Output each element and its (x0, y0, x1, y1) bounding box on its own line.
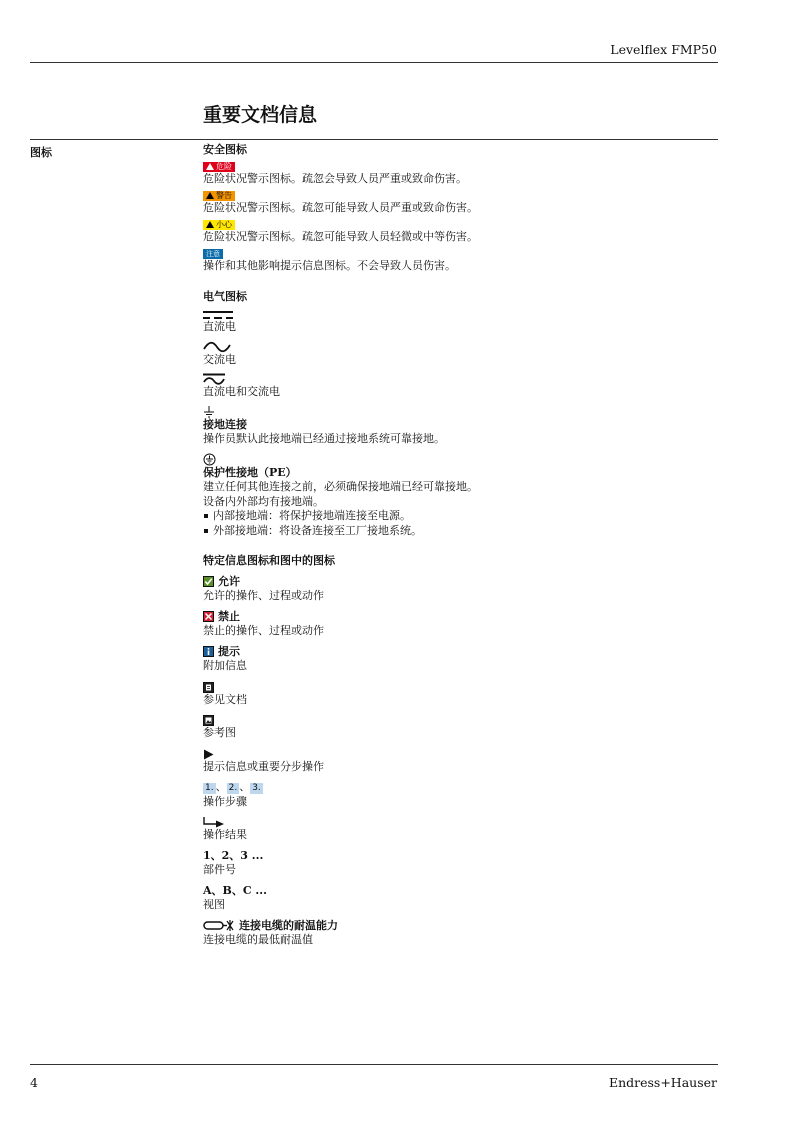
cable-title: 连接电缆的耐温能力 (239, 918, 338, 932)
notice-signal-icon: 注意 (203, 249, 223, 259)
danger-text: 危险状况警示图标。疏忽会导致人员严重或致命伤害。 (203, 172, 467, 185)
play-arrow-icon (203, 749, 214, 760)
views: A、B、C ... (203, 883, 267, 897)
figure-reference-icon (203, 715, 214, 726)
protective-earth-icon (203, 453, 216, 466)
ground-text: 操作员默认此接地端已经通过接地系统可靠接地。 (203, 432, 445, 445)
safety-notice (203, 245, 703, 274)
steps-row (203, 780, 703, 795)
cable-text: 连接电缆的最低耐温值 (203, 933, 313, 946)
notice-step-text: 提示信息或重要分步操作 (203, 759, 324, 773)
safety-heading: 安全图标 (203, 143, 247, 156)
forbidden-row (203, 610, 703, 625)
tip-text: 附加信息 (203, 659, 247, 672)
electrical-heading: 电气图标 (203, 289, 247, 303)
item-numbers: 1、2、3 ... (203, 848, 264, 862)
title-rule (30, 139, 718, 140)
side-label: 图标 (30, 146, 52, 159)
allowed-title: 允许 (218, 574, 240, 588)
header-rule (30, 62, 718, 63)
views-text: 视图 (203, 898, 225, 911)
danger-signal-icon: 危险 (203, 162, 235, 172)
cable-temperature-icon (203, 920, 235, 931)
forbidden-cross-icon (203, 611, 214, 622)
caution-signal-icon: 小心 (203, 220, 235, 230)
item-numbers-text: 部件号 (203, 863, 236, 876)
direct-current-icon (203, 310, 233, 320)
pe-bullet-2: 外部接地端：将设备连接至工厂接地系统。 (203, 524, 703, 539)
allowed-check-icon (203, 576, 214, 587)
forbidden-text: 禁止的操作、过程或动作 (203, 624, 324, 637)
alternating-current-icon (203, 341, 231, 353)
steps-text: 操作步骤 (203, 794, 247, 808)
pe-title: 保护性接地（PE） (203, 465, 297, 479)
step-3-badge: 3. (252, 783, 261, 793)
ground-icon (203, 406, 215, 418)
doc-ref-text: 参见文档 (203, 692, 247, 706)
ac-label: 交流电 (203, 352, 236, 366)
cable-row (203, 919, 703, 934)
page-title: 重要文档信息 (203, 104, 318, 126)
forbidden-title: 禁止 (218, 609, 240, 623)
ac-dc-icon (203, 373, 225, 385)
caution-text: 危险状况警示图标。疏忽可能导致人员轻微或中等伤害。 (203, 230, 478, 243)
notice-text: 操作和其他影响提示信息图标。不会导致人员伤害。 (203, 259, 456, 272)
result-arrow-icon (203, 817, 225, 828)
result-text: 操作结果 (203, 828, 247, 841)
safety-caution (203, 216, 703, 245)
acdc-label: 直流电和交流电 (203, 385, 280, 398)
pe-text-1: 建立任何其他连接之前，必须确保接地端已经可靠接地。 (203, 480, 478, 493)
main-content (203, 143, 703, 948)
brand-name: Endress+Hauser (608, 1075, 717, 1090)
step-separator-2: 、 (239, 780, 251, 793)
page-number: 4 (30, 1075, 38, 1090)
step-2-badge: 2. (228, 783, 238, 793)
step-1-badge: 1. (205, 783, 214, 793)
info-heading: 特定信息图标和图中的图标 (203, 554, 335, 567)
warning-text: 危险状况警示图标。疏忽可能导致人员严重或致命伤害。 (203, 201, 478, 214)
tip-title: 提示 (218, 644, 240, 658)
safety-warning (203, 187, 703, 216)
allowed-text: 允许的操作、过程或动作 (203, 589, 324, 602)
dc-label: 直流电 (203, 320, 236, 333)
tip-info-icon (203, 646, 214, 657)
ground-title: 接地连接 (203, 417, 247, 431)
safety-danger (203, 158, 703, 187)
pe-bullet-1: 内部接地端：将保护接地端连接至电源。 (203, 509, 703, 524)
tip-row (203, 645, 703, 660)
fig-ref-text: 参考图 (203, 726, 236, 739)
pe-text-2: 设备内外部均有接地端。 (203, 494, 324, 508)
step-separator-1: 、 (215, 780, 227, 793)
allowed-row (203, 575, 703, 590)
warning-signal-icon: 警告 (203, 191, 235, 201)
footer-rule (30, 1064, 718, 1065)
header-product: Levelflex FMP50 (610, 42, 717, 57)
document-reference-icon (203, 682, 214, 693)
